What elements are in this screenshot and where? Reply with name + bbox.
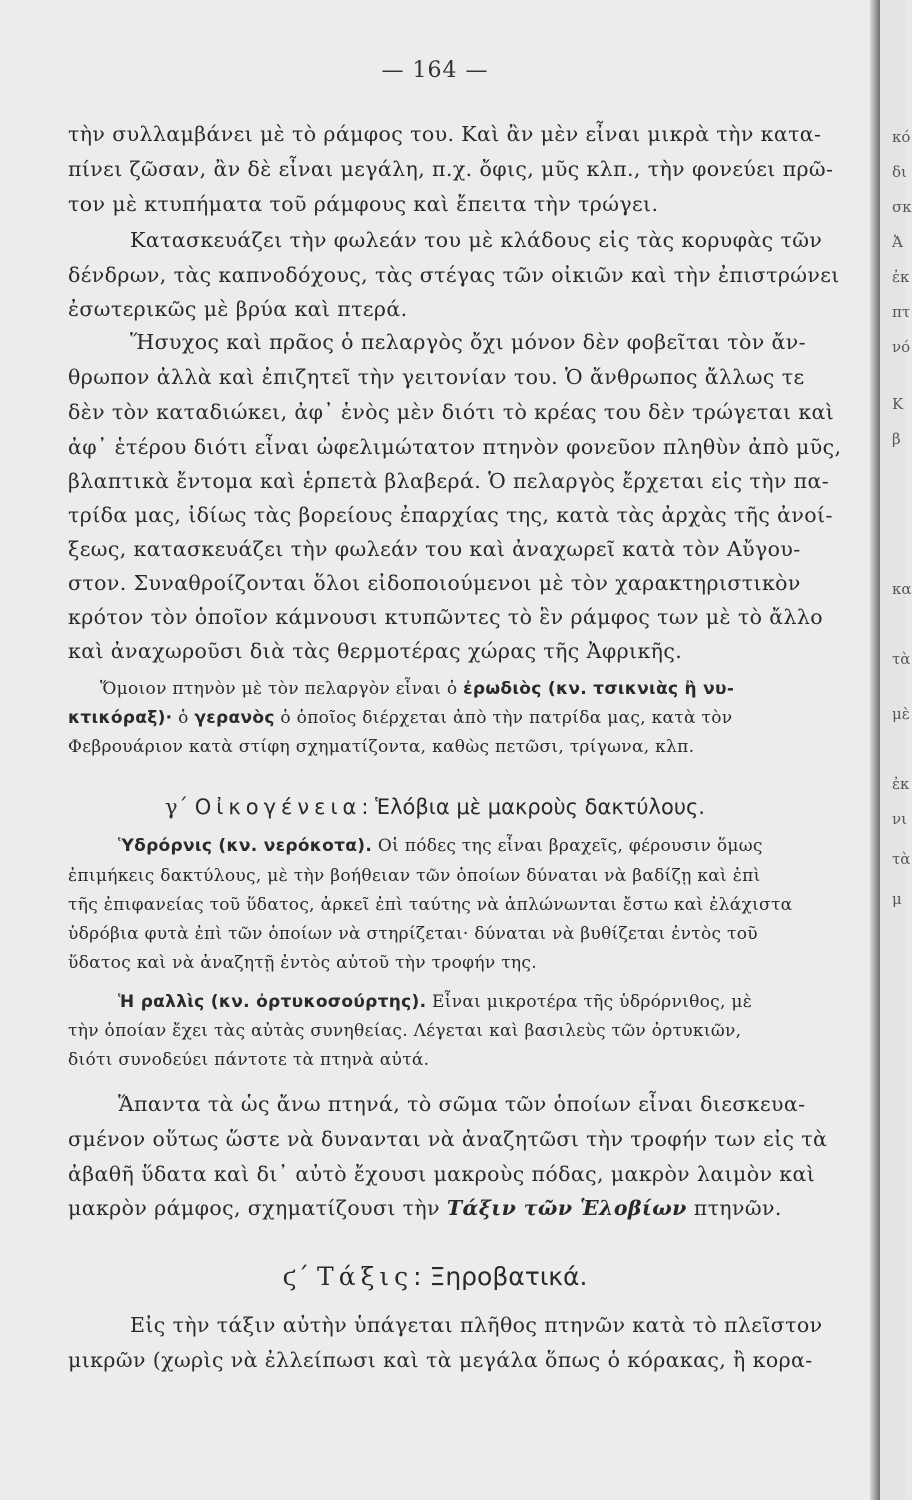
- text-line: Ὑδρόρνις (κν. νερόκοτα). Οἱ πόδες της εἶναι βραχεῖς, φέρουσιν ὅμως: [118, 836, 763, 856]
- text-line: τρίδα μας, ἰδίως τὰς βορείους ἐπαρχίας της, κατὰ τὰς ἀρχὰς τῆς ἀνοί-: [68, 503, 833, 527]
- text-line: μικρῶν (χωρὶς νὰ ἐλλείπωσι καὶ τὰ μεγάλα ὅπως ὁ κόρακας, ἢ κορα-: [68, 1348, 813, 1372]
- next-page-fragment: νό: [892, 338, 911, 356]
- text-line: ἀβαθῆ ὕδατα καὶ δι᾽ αὐτὸ ἔχουσι μακροὺς πόδας, μακρὸν λαιμὸν καὶ: [68, 1162, 816, 1186]
- text-line: τὴν ὁποίαν ἔχει τὰς αὐτὰς συνηθείας. Λέγεται καὶ βασιλεὺς τῶν ὀρτυκιῶν,: [68, 1021, 742, 1041]
- next-page-fragment: ἐκ: [892, 268, 910, 286]
- next-page-fragment: β: [892, 430, 901, 448]
- bold-term: Ὑδρόρνις (κν. νερόκοτα).: [118, 836, 373, 856]
- next-page-fragment: κό: [892, 128, 911, 146]
- text-line: ὑδρόβια φυτὰ ἐπὶ τῶν ὁποίων νὰ στηρίζεται· δύναται νὰ βυθίζεται ἐντὸς τοῦ: [68, 924, 758, 944]
- text-line: καὶ ἀναχωροῦσι διὰ τὰς θερμοτέρας χώρας τῆς Ἀφρικῆς.: [68, 639, 683, 663]
- next-page-fragment: μ: [892, 890, 902, 908]
- family-heading: γ΄ Οἰκογένεια: Ἑλόβια μὲ μακροὺς δακτύλους.: [165, 795, 705, 819]
- text-line: ξεως, κατασκευάζει τὴν φωλεάν του καὶ ἀναχωρεῖ κατὰ τὸν Αὔγου-: [68, 537, 801, 561]
- text-line: δὲν τὸν καταδιώκει, ἀφ᾽ ἑνὸς μὲν διότι τὸ κρέας του δὲν τρώγεται καὶ: [68, 400, 835, 424]
- page-number: — 164 —: [381, 58, 489, 83]
- text-line: σμένον οὕτως ὥστε νὰ δυνανται νὰ ἀναζητῶσι τὴν τροφήν των εἰς τὰ: [68, 1127, 828, 1151]
- bold-term: γερανὸς: [194, 708, 275, 728]
- bold-term: ἐρωδιὸς (κν. τσικνιὰς ἢ νυ-: [463, 679, 735, 699]
- text-line: πίνει ζῶσαν, ἂν δὲ εἶναι μεγάλη, π.χ. ὄφις, μῦς κλπ., τὴν φονεύει πρῶ-: [68, 157, 834, 181]
- next-page-edge: [880, 0, 912, 1500]
- next-page-fragment: μὲ: [892, 705, 910, 723]
- text-line: δένδρων, τὰς καπνοδόχους, τὰς στέγας τῶν οἰκιῶν καὶ τὴν ἐπιστρώνει: [68, 263, 840, 287]
- next-page-fragment: ἐκ: [892, 775, 910, 793]
- text-line: ἐπιμήκεις δακτύλους, μὲ τὴν βοήθειαν τῶν ὁποίων δύναται νὰ βαδίζῃ καὶ ἐπὶ: [68, 866, 761, 886]
- next-page-fragment: τὰ: [892, 650, 911, 668]
- text-line: τον μὲ κτυπήματα τοῦ ράμφους καὶ ἔπειτα τὴν τρώγει.: [68, 192, 659, 216]
- next-page-fragment: Ἀ: [892, 233, 903, 251]
- text-line: κτικόραξ)· ὁ γερανὸς ὁ ὁποῖος διέρχεται ἀπὸ τὴν πατρίδα μας, κατὰ τὸν: [68, 708, 733, 728]
- text-line: Ὅμοιον πτηνὸν μὲ τὸν πελαργὸν εἶναι ὁ ἐρωδιὸς (κν. τσικνιὰς ἢ νυ-: [100, 679, 735, 699]
- text-line: βλαπτικὰ ἔντομα καὶ ἑρπετὰ βλαβερά. Ὁ πελαργὸς ἔρχεται εἰς τὴν πα-: [68, 469, 830, 493]
- next-page-fragment: τὰ: [892, 850, 911, 868]
- text-line: μακρὸν ράμφος, σχηματίζουσι τὴν Τάξιν τῶν Ἑλοβίων πτηνῶν.: [68, 1196, 782, 1220]
- bold-term: Ἡ ραλλὶς (κν. ὀρτυκοσούρτης).: [118, 992, 427, 1012]
- text-line: τὴν συλλαμβάνει μὲ τὸ ράμφος του. Καὶ ἂν μὲν εἶναι μικρὰ τὴν κατα-: [68, 122, 822, 146]
- text-line: Εἰς τὴν τάξιν αὐτὴν ὑπάγεται πλῆθος πτηνῶν κατὰ τὸ πλεῖστον: [130, 1313, 823, 1337]
- text-line: ὕδατος καὶ νὰ ἀναζητῇ ἐντὸς αὐτοῦ τὴν τροφήν της.: [68, 953, 537, 973]
- text-line: διότι συνοδεύει πάντοτε τὰ πτηνὰ αὐτά.: [68, 1050, 430, 1070]
- text-line: στον. Συναθροίζονται ὅλοι εἰδοποιούμενοι μὲ τὸν χαρακτηριστικὸν: [68, 571, 801, 595]
- text-line: ἀφ᾽ ἑτέρου διότι εἶναι ὠφελιμώτατον πτηνὸν φονεῦον πληθὺν ἀπὸ μῦς,: [68, 435, 842, 459]
- text-line: τῆς ἐπιφανείας τοῦ ὕδατος, ἀρκεῖ ἐπὶ ταύτης νὰ ἁπλώνωνται ἔστω καὶ ἐλάχιστα: [68, 895, 793, 915]
- next-page-fragment: Κ: [892, 395, 904, 413]
- text-line: Ἡ ραλλὶς (κν. ὀρτυκοσούρτης). Εἶναι μικροτέρα τῆς ὑδρόρνιθος, μὲ: [118, 992, 753, 1012]
- order-heading: ϛ΄ Τάξις: Ξηροβατικά.: [282, 1262, 588, 1291]
- next-page-fragment: νι: [892, 810, 907, 828]
- emphasis-term: Τάξιν τῶν Ἑλοβίων: [446, 1196, 687, 1220]
- text-line: Φεβρουάριον κατὰ στίφη σχηματίζοντα, καθὼς πετῶσι, τρίγωνα, κλπ.: [68, 737, 695, 757]
- text-line: Ἅπαντα τὰ ὡς ἄνω πτηνά, τὸ σῶμα τῶν ὁποίων εἶναι διεσκευα-: [118, 1092, 806, 1116]
- bold-term: κτικόραξ)·: [68, 708, 173, 728]
- text-line: ἐσωτερικῶς μὲ βρύα καὶ πτερά.: [68, 297, 408, 321]
- text-line: Κατασκευάζει τὴν φωλεάν του μὲ κλάδους εἰς τὰς κορυφὰς τῶν: [130, 228, 823, 252]
- page-gutter: [870, 0, 880, 1500]
- text-line: κρότον τὸν ὁποῖον κάμνουσι κτυπῶντες τὸ ἓν ράμφος των μὲ τὸ ἄλλο: [68, 605, 824, 629]
- text-line: θρωπον ἀλλὰ καὶ ἐπιζητεῖ τὴν γειτονίαν του. Ὁ ἄνθρωπος ἄλλως τε: [68, 365, 805, 389]
- text-line: Ἥσυχος καὶ πρᾶος ὁ πελαργὸς ὄχι μόνον δὲν φοβεῖται τὸν ἄν-: [130, 330, 806, 354]
- next-page-fragment: δι: [892, 163, 907, 181]
- next-page-fragment: σκ: [892, 198, 912, 216]
- next-page-fragment: κα: [892, 580, 912, 598]
- next-page-fragment: πτ: [892, 303, 911, 321]
